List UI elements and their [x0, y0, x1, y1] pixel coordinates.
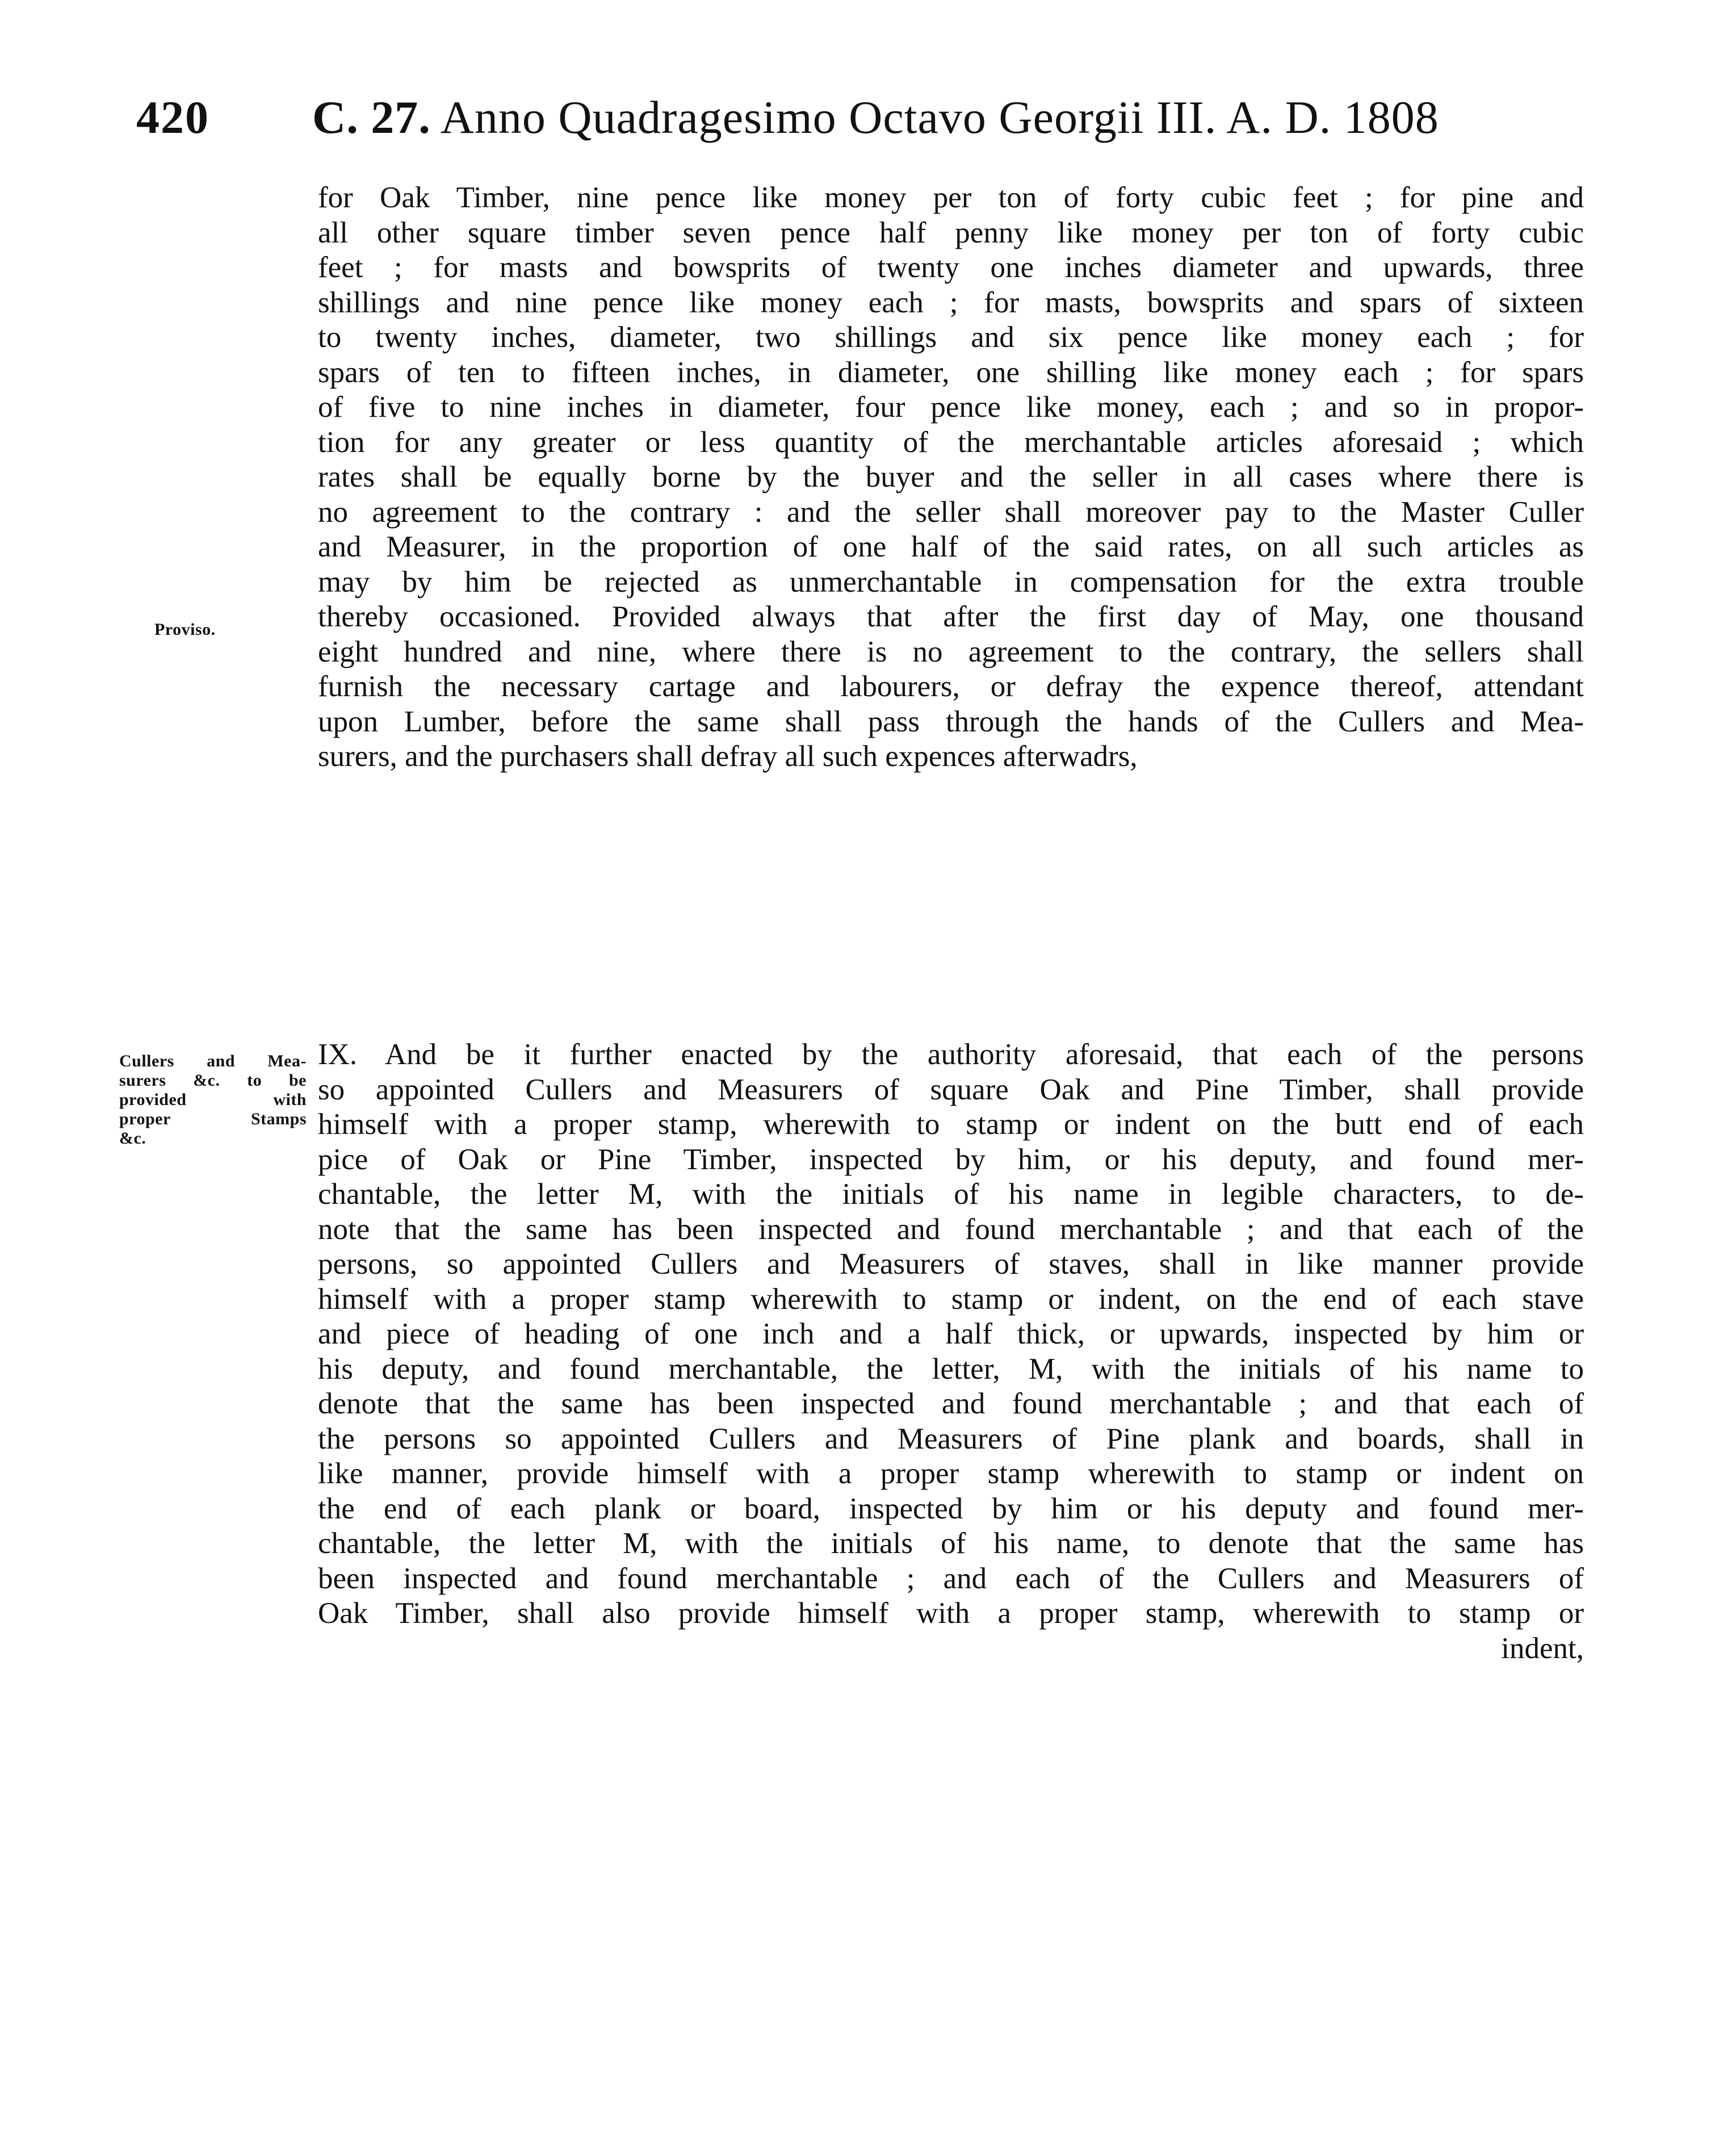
margin-note-line: surers &c. to be	[119, 1071, 307, 1090]
text-line: shillings and nine pence like money each ; for masts, bowsprits and spars of sixteen	[318, 286, 1584, 319]
text-line: been inspected and found merchantable ; and each of the Cullers and Measurers of	[318, 1562, 1584, 1595]
text-line: surers, and the purchasers shall defray all such expences afterwadrs,	[318, 740, 1138, 773]
text-line: furnish the necessary cartage and labourers, or defray the expence thereof, attendant	[318, 670, 1584, 703]
text-line: chantable, the letter M, with the initials of his name, to denote that the same has	[318, 1527, 1584, 1560]
chapter-number: C. 27.	[312, 91, 431, 143]
text-line: like manner, provide himself with a proper stamp wherewith to stamp or indent on	[318, 1457, 1584, 1490]
catchword: indent,	[1501, 1631, 1584, 1665]
margin-note-line: provided with	[119, 1090, 307, 1109]
margin-note-proviso: Proviso.	[154, 620, 216, 639]
text-line: IX. And be it further enacted by the authority aforesaid, that each of the persons	[318, 1038, 1584, 1071]
text-line: so appointed Cullers and Measurers of square Oak and Pine Timber, shall provide	[318, 1073, 1584, 1106]
running-title	[312, 91, 1439, 144]
text-line: Oak Timber, shall also provide himself with a proper stamp, wherewith to stamp or	[318, 1597, 1584, 1630]
text-line: eight hundred and nine, where there is no agreement to the contrary, the sellers shall	[318, 635, 1584, 668]
text-line: for Oak Timber, nine pence like money per ton of forty cubic feet ; for pine and	[318, 181, 1584, 214]
text-line: all other square timber seven pence half penny like money per ton of forty cubic	[318, 216, 1584, 249]
text-line: and Measurer, in the proportion of one half of the said rates, on all such articles as	[318, 530, 1584, 563]
text-line: the end of each plank or board, inspected by him or his deputy and found mer-	[318, 1492, 1584, 1525]
text-line: no agreement to the contrary : and the seller shall moreover pay to the Master Culler	[318, 495, 1584, 529]
running-header	[131, 91, 1590, 159]
text-line: himself with a proper stamp wherewith to stamp or indent, on the end of each stave	[318, 1282, 1584, 1316]
text-line: upon Lumber, before the same shall pass through the hands of the Cullers and Mea-	[318, 705, 1584, 738]
text-line: himself with a proper stamp, wherewith to stamp or indent on the butt end of each	[318, 1108, 1584, 1141]
text-line: tion for any greater or less quantity of the merchantable articles aforesaid ; which	[318, 425, 1584, 459]
margin-note-cullers	[119, 1052, 307, 1148]
text-line: to twenty inches, diameter, two shillings and six pence like money each ; for	[318, 321, 1584, 354]
text-line: his deputy, and found merchantable, the letter, M, with the initials of his name to	[318, 1352, 1584, 1386]
text-line: note that the same has been inspected and found merchantable ; and that each of the	[318, 1212, 1584, 1246]
text-line: feet ; for masts and bowsprits of twenty one inches diameter and upwards, three	[318, 251, 1584, 284]
text-line: may by him be rejected as unmerchantable in compensation for the extra trouble	[318, 565, 1584, 599]
page-number: 420	[136, 91, 209, 143]
text-line: of five to nine inches in diameter, four pence like money, each ; and so in propor-	[318, 391, 1584, 424]
section-ix	[318, 1037, 1584, 1666]
text-line: the persons so appointed Cullers and Measurers of Pine plank and boards, shall in	[318, 1422, 1584, 1455]
margin-note-line: &c.	[119, 1129, 146, 1148]
act-title: Anno Quadragesimo Octavo Georgii III. A. D. 1808	[440, 91, 1439, 143]
text-line: denote that the same has been inspected and found merchantable ; and that each of	[318, 1387, 1584, 1420]
text-line: rates shall be equally borne by the buyer and the seller in all cases where there is	[318, 461, 1584, 493]
text-line: thereby occasioned. Provided always that after the first day of May, one thousand	[318, 600, 1584, 633]
text-line: spars of ten to fifteen inches, in diameter, one shilling like money each ; for spars	[318, 355, 1584, 389]
text-line: pice of Oak or Pine Timber, inspected by him, or his deputy, and found mer-	[318, 1142, 1584, 1176]
text-line: persons, so appointed Cullers and Measurers of staves, shall in like manner provide	[318, 1248, 1584, 1280]
margin-note-line: proper Stamps	[119, 1110, 307, 1128]
text-line: and piece of heading of one inch and a half thick, or upwards, inspected by him or	[318, 1317, 1584, 1350]
paragraph-rates-continued	[318, 181, 1584, 775]
margin-note-line: Cullers and Mea-	[119, 1052, 307, 1070]
text-line: chantable, the letter M, with the initials of his name in legible characters, to de-	[318, 1178, 1584, 1211]
